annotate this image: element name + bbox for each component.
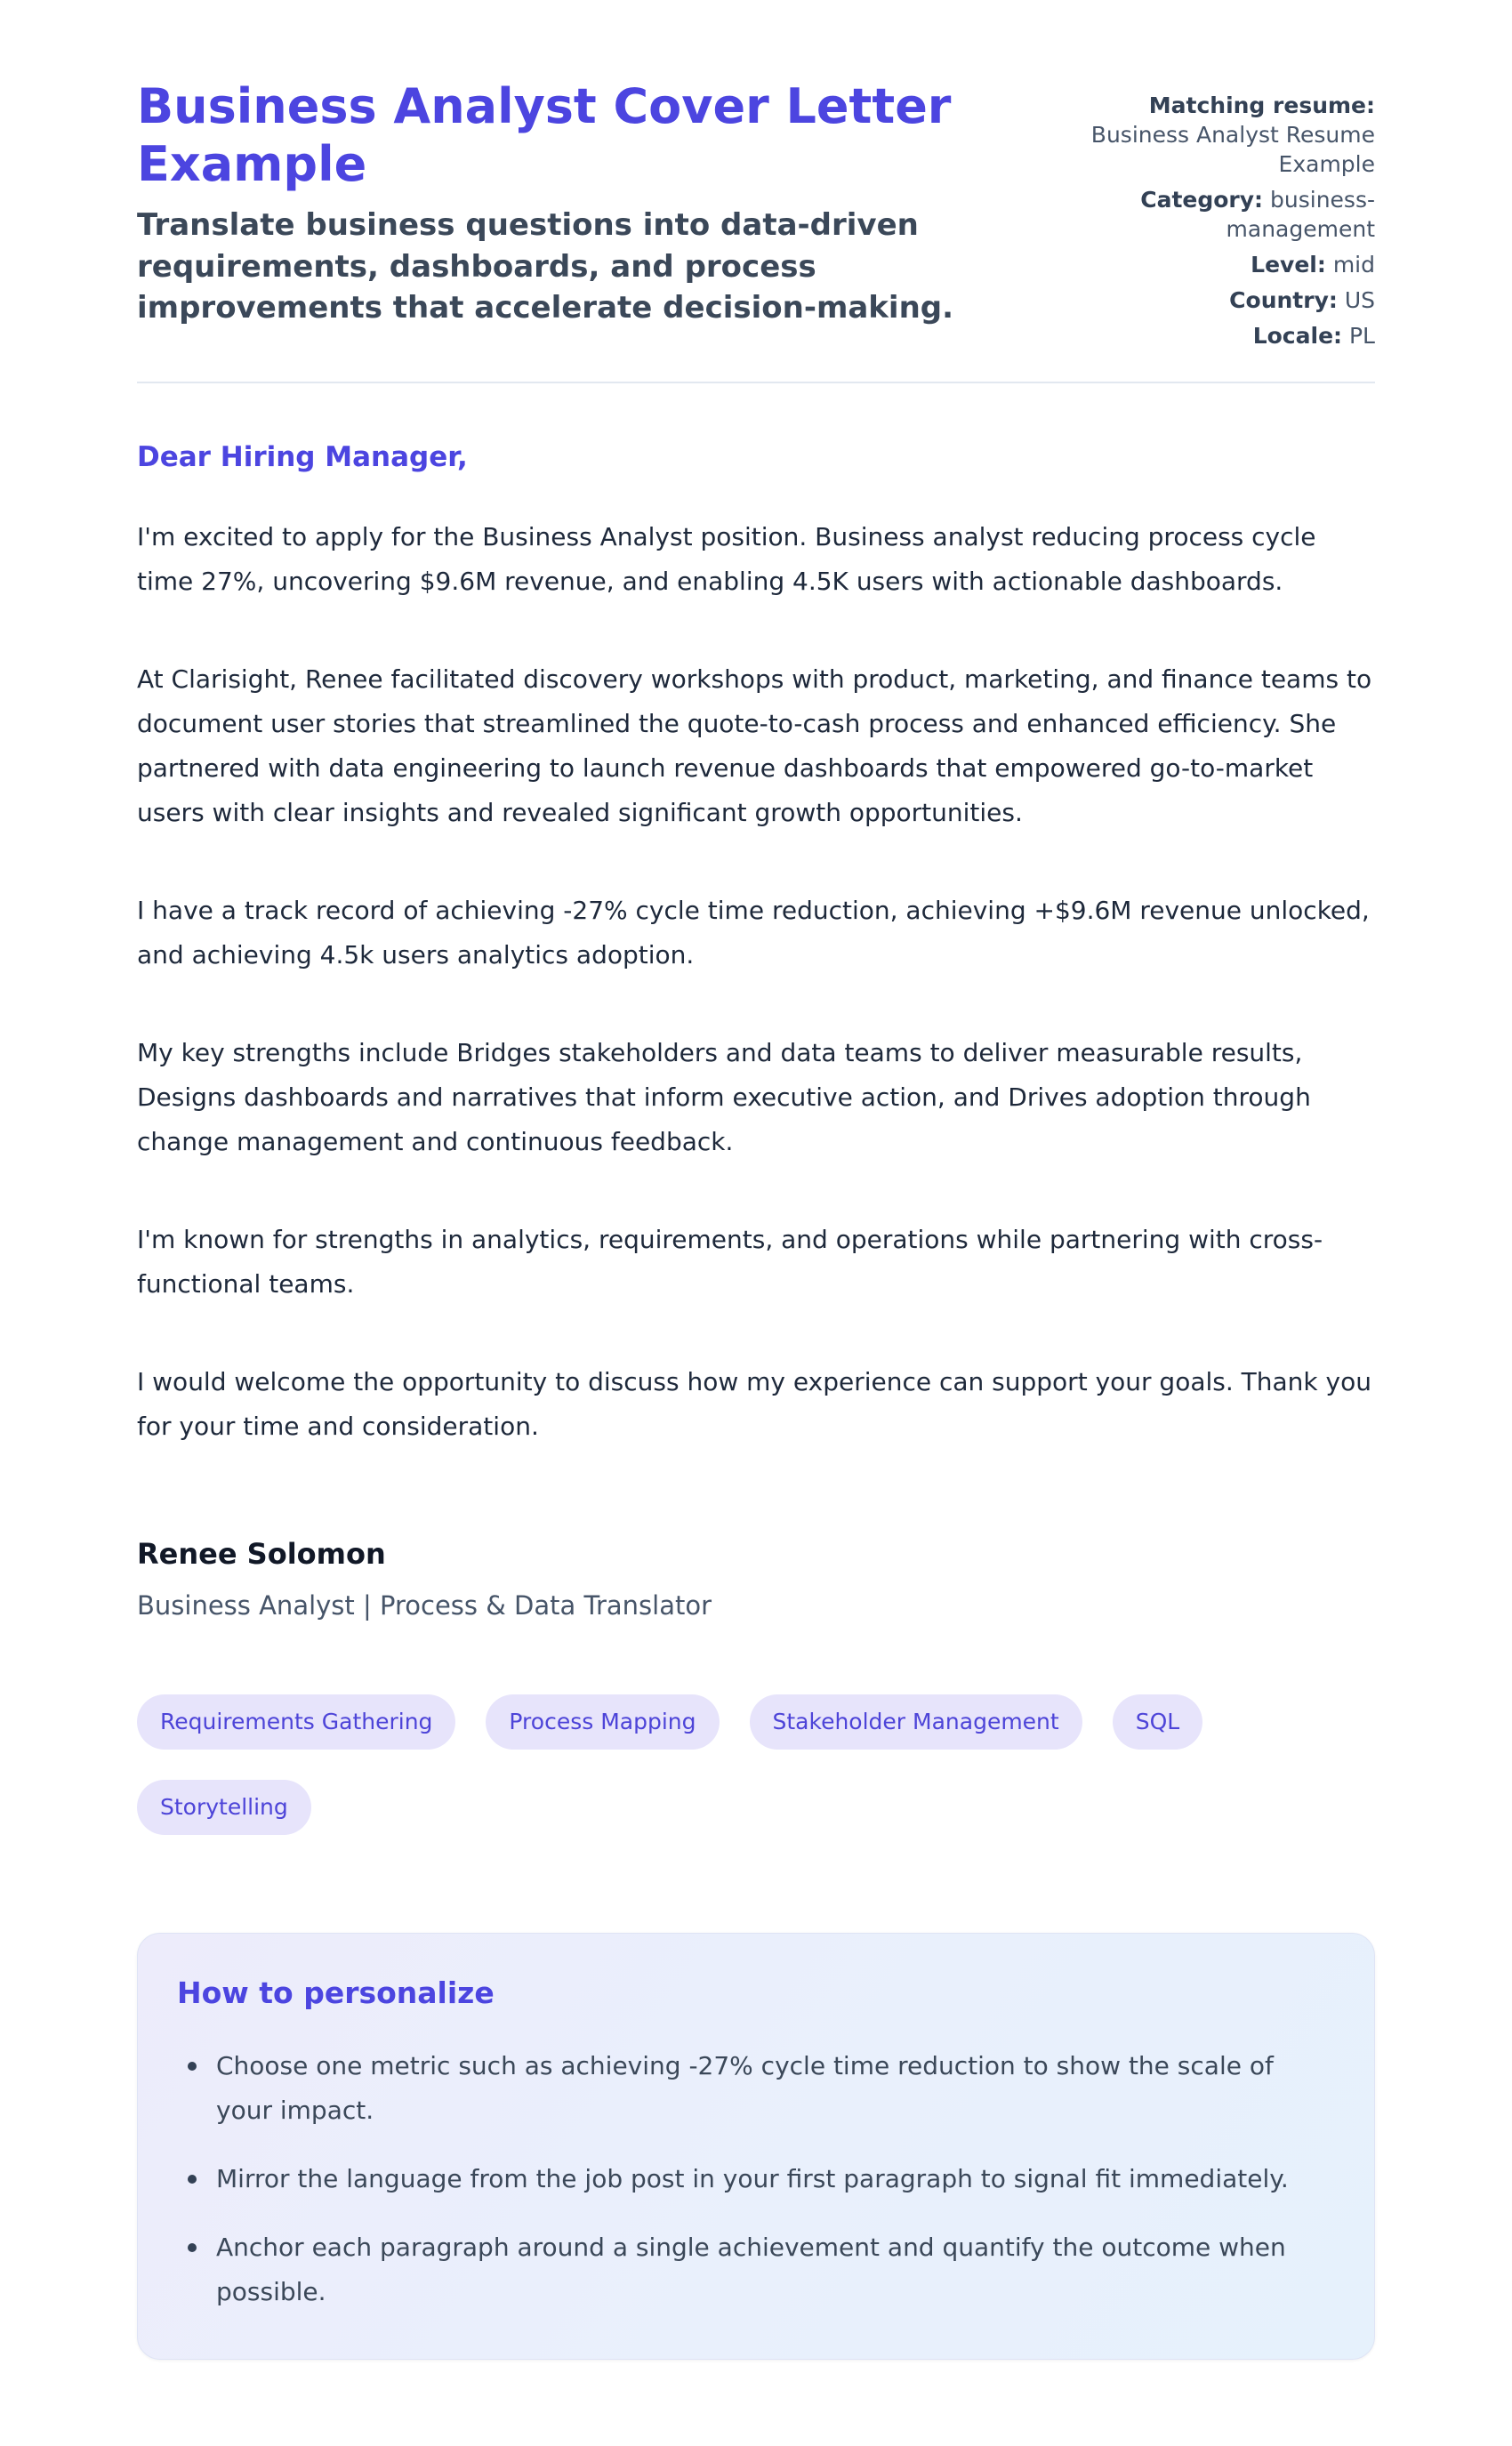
meta-matching-resume bbox=[1082, 91, 1375, 179]
header bbox=[137, 78, 1375, 357]
meta-level bbox=[1082, 250, 1375, 279]
meta-value: PL bbox=[1348, 323, 1375, 349]
meta-label: Category: bbox=[1140, 187, 1264, 213]
meta-country bbox=[1082, 286, 1375, 315]
meta-label: Locale: bbox=[1252, 323, 1343, 349]
meta-panel bbox=[1082, 78, 1375, 357]
tips-list bbox=[177, 2044, 1333, 2314]
tip-item-2: Mirror the language from the job post in your first paragraph to signal fit immediately. bbox=[177, 2157, 1333, 2201]
page-subtitle: Translate business questions into data-driven requirements, dashboards, and process improvements that accelerate decision-making. bbox=[137, 206, 954, 326]
letter-paragraph-2: At Clarisight, Renee facilitated discovery workshops with product, marketing, and finance teams to document user stories that streamlined the quote-to-cash process and enhanced efficiency. She partnered with data engineering to launch revenue dashboards that empowered go-to-market users with clear insights and revealed significant growth opportunities. bbox=[137, 664, 1372, 827]
meta-value: Business Analyst Resume Example bbox=[1090, 122, 1375, 177]
skill-tag-requirements-gathering[interactable]: Requirements Gathering bbox=[137, 1694, 455, 1750]
meta-category bbox=[1082, 185, 1375, 244]
meta-label: Matching resume: bbox=[1148, 93, 1375, 118]
skill-tags-row bbox=[137, 1694, 1375, 1835]
tips-title: How to personalize bbox=[177, 1975, 495, 2010]
letter-greeting: Dear Hiring Manager, bbox=[137, 441, 468, 473]
meta-value: mid bbox=[1332, 252, 1375, 278]
letter-paragraph-1: I'm excited to apply for the Business Analyst position. Business analyst reducing process cycle time 27%, uncovering $9.6M revenue, and enabling 4.5K users with actionable dashboards. bbox=[137, 522, 1316, 596]
meta-label: Country: bbox=[1229, 287, 1338, 313]
personalize-tips-card bbox=[137, 1933, 1375, 2360]
skill-tag-sql[interactable]: SQL bbox=[1113, 1694, 1202, 1750]
meta-value: business-management bbox=[1226, 187, 1375, 242]
cover-letter-body bbox=[137, 439, 1375, 1623]
letter-paragraph-5: I'm known for strengths in analytics, requirements, and operations while partnering with cross-functional teams. bbox=[137, 1225, 1323, 1299]
tip-item-1: Choose one metric such as achieving -27% cycle time reduction to show the scale of your impact. bbox=[177, 2044, 1333, 2133]
tip-item-3: Anchor each paragraph around a single achievement and quantify the outcome when possible. bbox=[177, 2225, 1333, 2314]
signature-title: Business Analyst | Process & Data Translator bbox=[137, 1590, 712, 1621]
header-title-block bbox=[137, 78, 1062, 329]
page-title: Business Analyst Cover Letter Example bbox=[137, 78, 952, 192]
letter-paragraph-4: My key strengths include Bridges stakeholders and data teams to deliver measurable results, Designs dashboards and narratives that inform executive action, and Drives adoption through change management and continuous feedback. bbox=[137, 1038, 1311, 1156]
meta-label: Level: bbox=[1251, 252, 1326, 278]
meta-value: US bbox=[1344, 287, 1375, 313]
skill-tag-stakeholder-management[interactable]: Stakeholder Management bbox=[750, 1694, 1082, 1750]
letter-paragraph-3: I have a track record of achieving -27% cycle time reduction, achieving +$9.6M revenue unlocked, and achieving 4.5k users analytics adoption. bbox=[137, 896, 1370, 970]
header-divider bbox=[137, 382, 1375, 383]
signature-name: Renee Solomon bbox=[137, 1537, 386, 1571]
skill-tag-process-mapping[interactable]: Process Mapping bbox=[486, 1694, 719, 1750]
meta-locale bbox=[1082, 321, 1375, 350]
skill-tag-storytelling[interactable]: Storytelling bbox=[137, 1780, 311, 1835]
letter-paragraph-6: I would welcome the opportunity to discuss how my experience can support your goals. Thank you for your time and consideration. bbox=[137, 1367, 1371, 1441]
